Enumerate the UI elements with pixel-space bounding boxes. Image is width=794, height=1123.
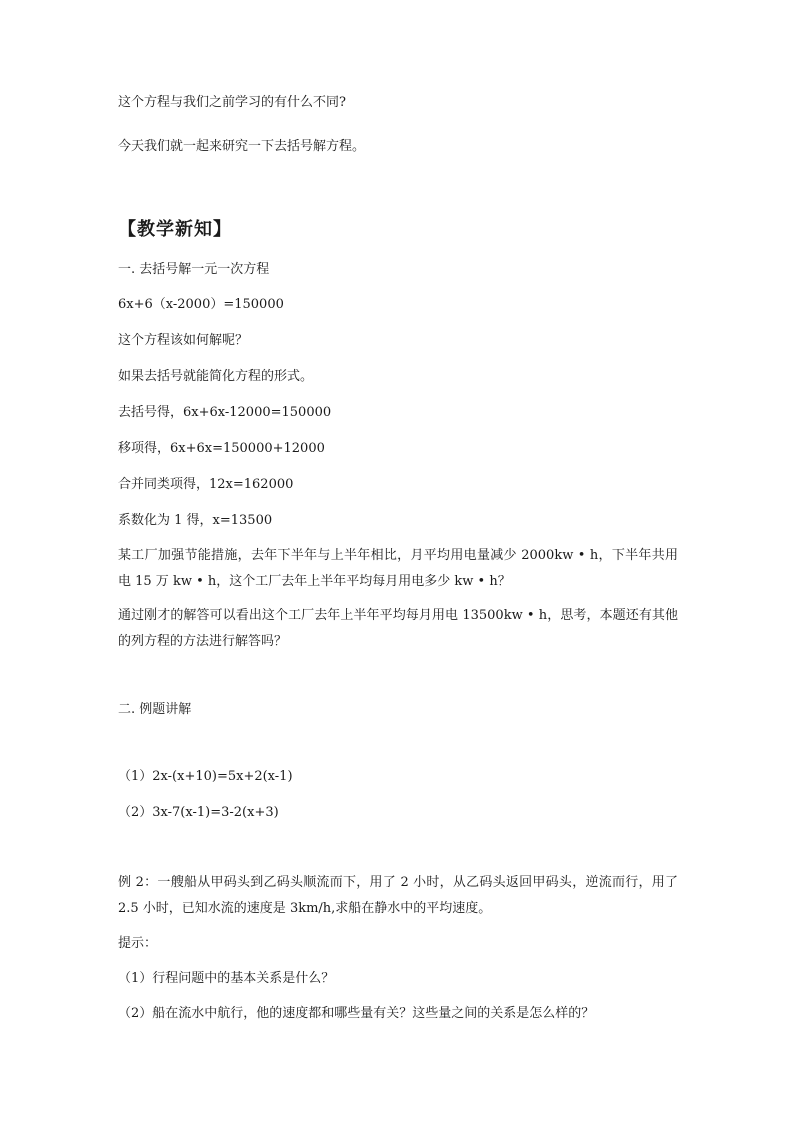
hint-item: （1）行程问题中的基本关系是什么？ bbox=[118, 971, 335, 986]
part2-title: 二. 例题讲解 bbox=[118, 702, 192, 717]
part1-note: 如果去括号就能简化方程的形式。 bbox=[118, 369, 314, 384]
intro-question: 这个方程与我们之前学习的有什么不同? bbox=[118, 95, 346, 110]
part1-equation: 6x+6（x-2000）=150000 bbox=[118, 297, 284, 312]
exercise-item: （2）3x-7(x-1)=3-2(x+3) bbox=[118, 805, 279, 820]
part1-title: 一. 去括号解一元一次方程 bbox=[118, 262, 270, 277]
exercise-item: （1）2x-(x+10)=5x+2(x-1) bbox=[118, 769, 293, 784]
part1-question: 这个方程该如何解呢？ bbox=[118, 333, 249, 348]
solution-step: 移项得，6x+6x=150000+12000 bbox=[118, 441, 325, 456]
solution-step: 去括号得，6x+6x-12000=150000 bbox=[118, 405, 332, 420]
answer-discussion: 通过刚才的解答可以看出这个工厂去年上半年平均每月用电 13500kw • h，思考，本题还有其他的列方程的方法进行解答吗？ bbox=[118, 608, 678, 649]
section-title: 【教学新知】 bbox=[118, 219, 232, 240]
solution-step: 合并同类项得，12x=162000 bbox=[118, 477, 294, 492]
solution-step: 系数化为 1 得，x=13500 bbox=[118, 513, 273, 528]
word-problem: 某工厂加强节能措施，去年下半年与上半年相比，月平均用电量减少 2000kw • h，下半年共用电 15 万 kw • h，这个工厂去年上半年平均每月用电多少 kw • h？ bbox=[118, 548, 678, 589]
example-2: 例 2：一艘船从甲码头到乙码头顺流而下，用了 2 小时，从乙码头返回甲码头，逆流而行，用了 2.5 小时，已知水流的速度是 3km/h,求船在静水中的平均速度。 bbox=[118, 875, 678, 916]
hint-item: （2）船在流水中航行，他的速度都和哪些量有关？这些量之间的关系是怎么样的？ bbox=[118, 1006, 595, 1021]
intro-statement: 今天我们就一起来研究一下去括号解方程。 bbox=[118, 139, 366, 154]
hint-label: 提示： bbox=[118, 936, 158, 951]
